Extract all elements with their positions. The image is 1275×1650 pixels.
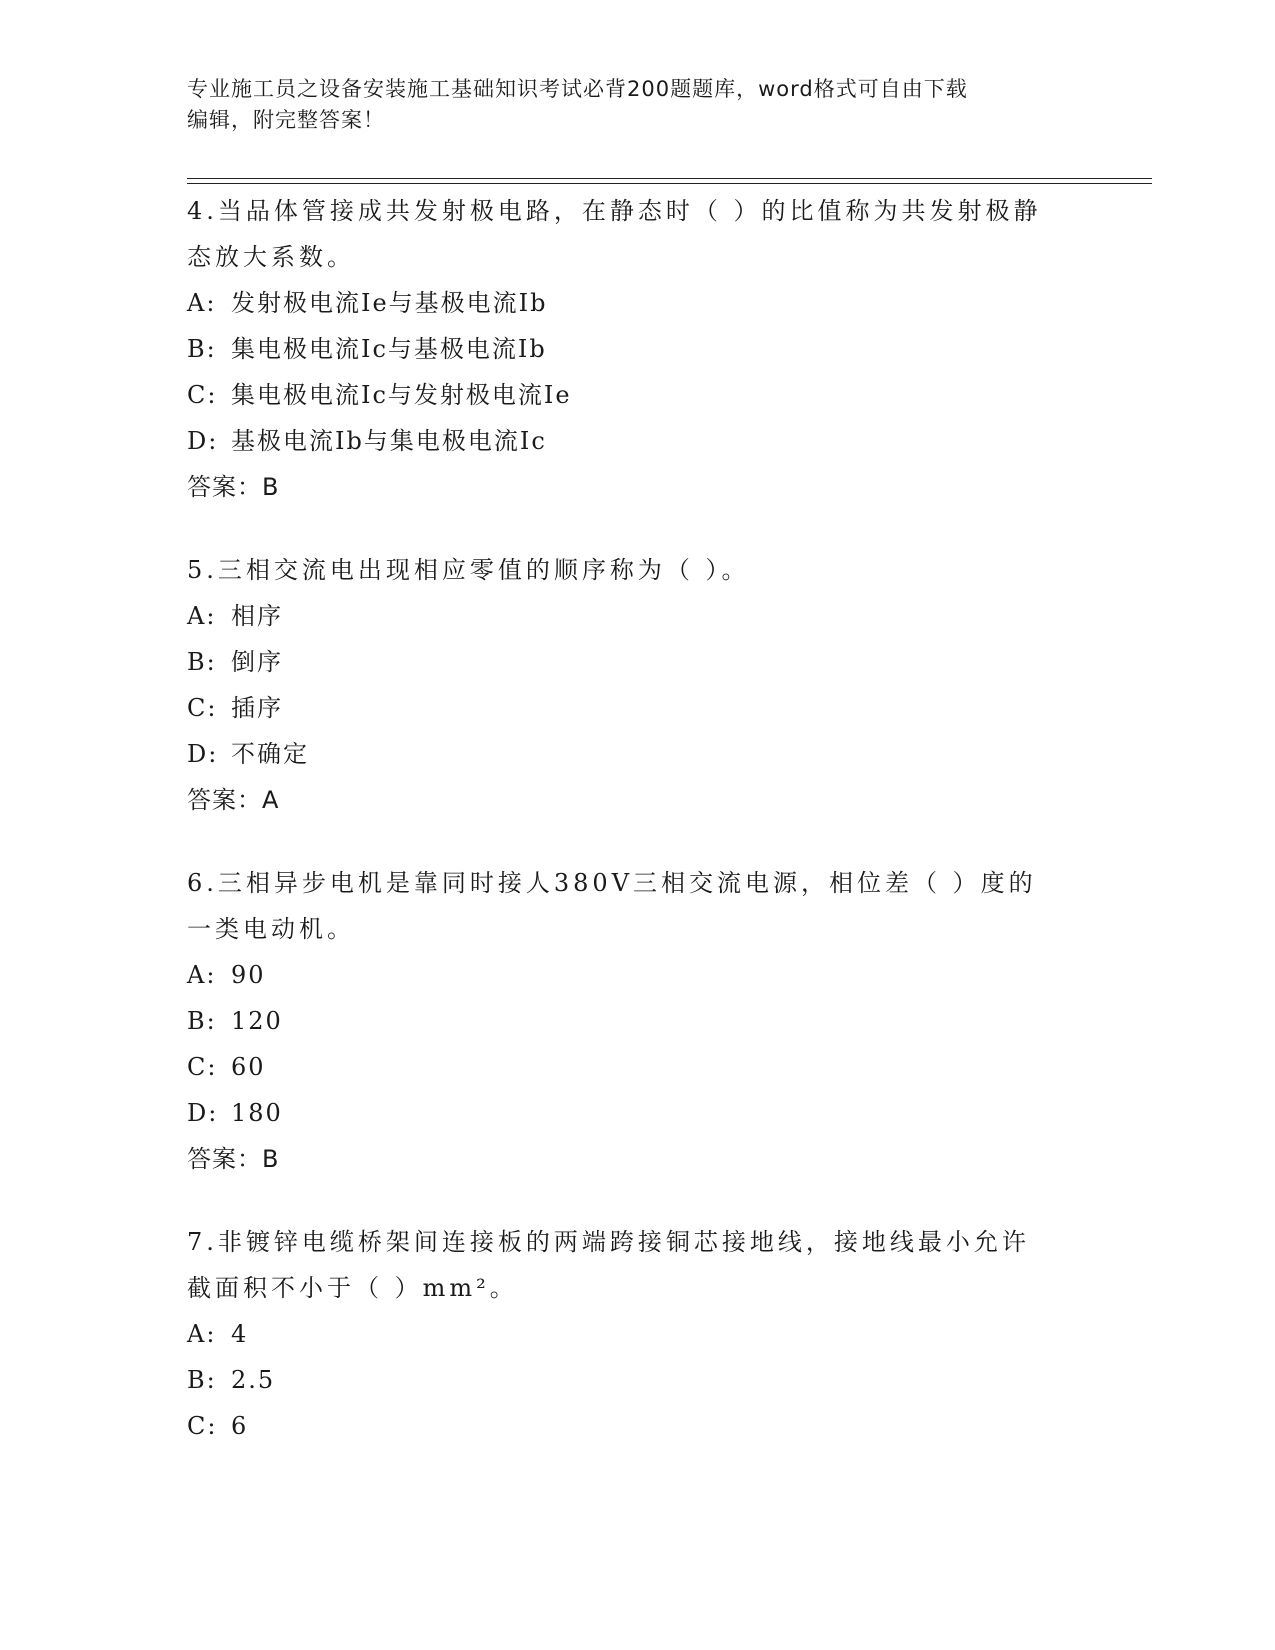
option-text: 相序	[231, 602, 283, 630]
option-key: A:	[187, 602, 217, 630]
option-key: B:	[187, 335, 217, 363]
question-list	[187, 188, 1087, 1486]
header-line-2: 编辑，附完整答案！	[187, 108, 385, 132]
option-text: 2.5	[231, 1366, 276, 1394]
option-text: 集电极电流Ic与发射极电流Ie	[231, 381, 572, 409]
question-stem-line: 5.三相交流电出现相应零值的顺序称为（ ）。	[187, 556, 750, 584]
question-stem-line: 4.当品体管接成共发射极电路，在静态时（ ）的比值称为共发射极静	[187, 197, 1042, 225]
question-answer: 答案：B	[187, 1145, 280, 1173]
option-text: 90	[231, 961, 266, 989]
option-key: C:	[187, 1412, 218, 1440]
option-text: 120	[231, 1007, 283, 1035]
option-key: C:	[187, 381, 218, 409]
question-stem-line: 截面积不小于（ ）mm²。	[187, 1274, 518, 1302]
option-key: B:	[187, 648, 217, 676]
option-text: 插序	[231, 694, 283, 722]
header-divider-top	[187, 178, 1152, 179]
question-option-b	[187, 639, 1087, 685]
question-option-b	[187, 998, 1087, 1044]
question-item	[187, 1219, 1087, 1449]
question-option-c	[187, 1044, 1087, 1090]
option-text: 基极电流Ib与集电极电流Ic	[231, 427, 547, 455]
option-text: 倒序	[231, 648, 283, 676]
question-answer: 答案：A	[187, 786, 280, 814]
question-option-a	[187, 952, 1087, 998]
question-stem-line: 一类电动机。	[187, 915, 355, 943]
question-answer: 答案：B	[187, 473, 280, 501]
option-key: C:	[187, 694, 218, 722]
question-option-a	[187, 593, 1087, 639]
question-stem-line: 6.三相异步电机是靠同时接人380V三相交流电源，相位差（ ）度的	[187, 869, 1037, 897]
option-text: 4	[231, 1320, 249, 1348]
option-text: 180	[231, 1099, 283, 1127]
option-text: 6	[231, 1412, 249, 1440]
option-key: A:	[187, 961, 217, 989]
question-option-d	[187, 418, 1087, 464]
option-key: B:	[187, 1366, 217, 1394]
option-key: A:	[187, 1320, 217, 1348]
option-key: B:	[187, 1007, 217, 1035]
header-divider-bottom	[187, 183, 1152, 184]
question-stem-line: 态放大系数。	[187, 243, 355, 271]
question-option-b	[187, 1357, 1087, 1403]
question-option-a	[187, 280, 1087, 326]
option-key: C:	[187, 1053, 218, 1081]
question-item	[187, 547, 1087, 823]
question-option-c	[187, 685, 1087, 731]
option-text: 60	[231, 1053, 266, 1081]
question-stem-line: 7.非镀锌电缆桥架间连接板的两端跨接铜芯接地线，接地线最小允许	[187, 1228, 1030, 1256]
option-key: D:	[187, 427, 219, 455]
option-text: 不确定	[231, 740, 309, 768]
question-option-c	[187, 372, 1087, 418]
option-text: 集电极电流Ic与基极电流Ib	[231, 335, 547, 363]
question-option-a	[187, 1311, 1087, 1357]
option-key: D:	[187, 740, 219, 768]
question-option-b	[187, 326, 1087, 372]
option-text: 发射极电流Ie与基极电流Ib	[231, 289, 548, 317]
question-item	[187, 860, 1087, 1182]
question-option-c	[187, 1403, 1087, 1449]
document-header	[187, 74, 1067, 136]
option-key: D:	[187, 1099, 219, 1127]
question-option-d	[187, 731, 1087, 777]
question-option-d	[187, 1090, 1087, 1136]
option-key: A:	[187, 289, 217, 317]
header-line-1: 专业施工员之设备安装施工基础知识考试必背200题题库，word格式可自由下载	[187, 77, 968, 101]
question-item	[187, 188, 1087, 510]
